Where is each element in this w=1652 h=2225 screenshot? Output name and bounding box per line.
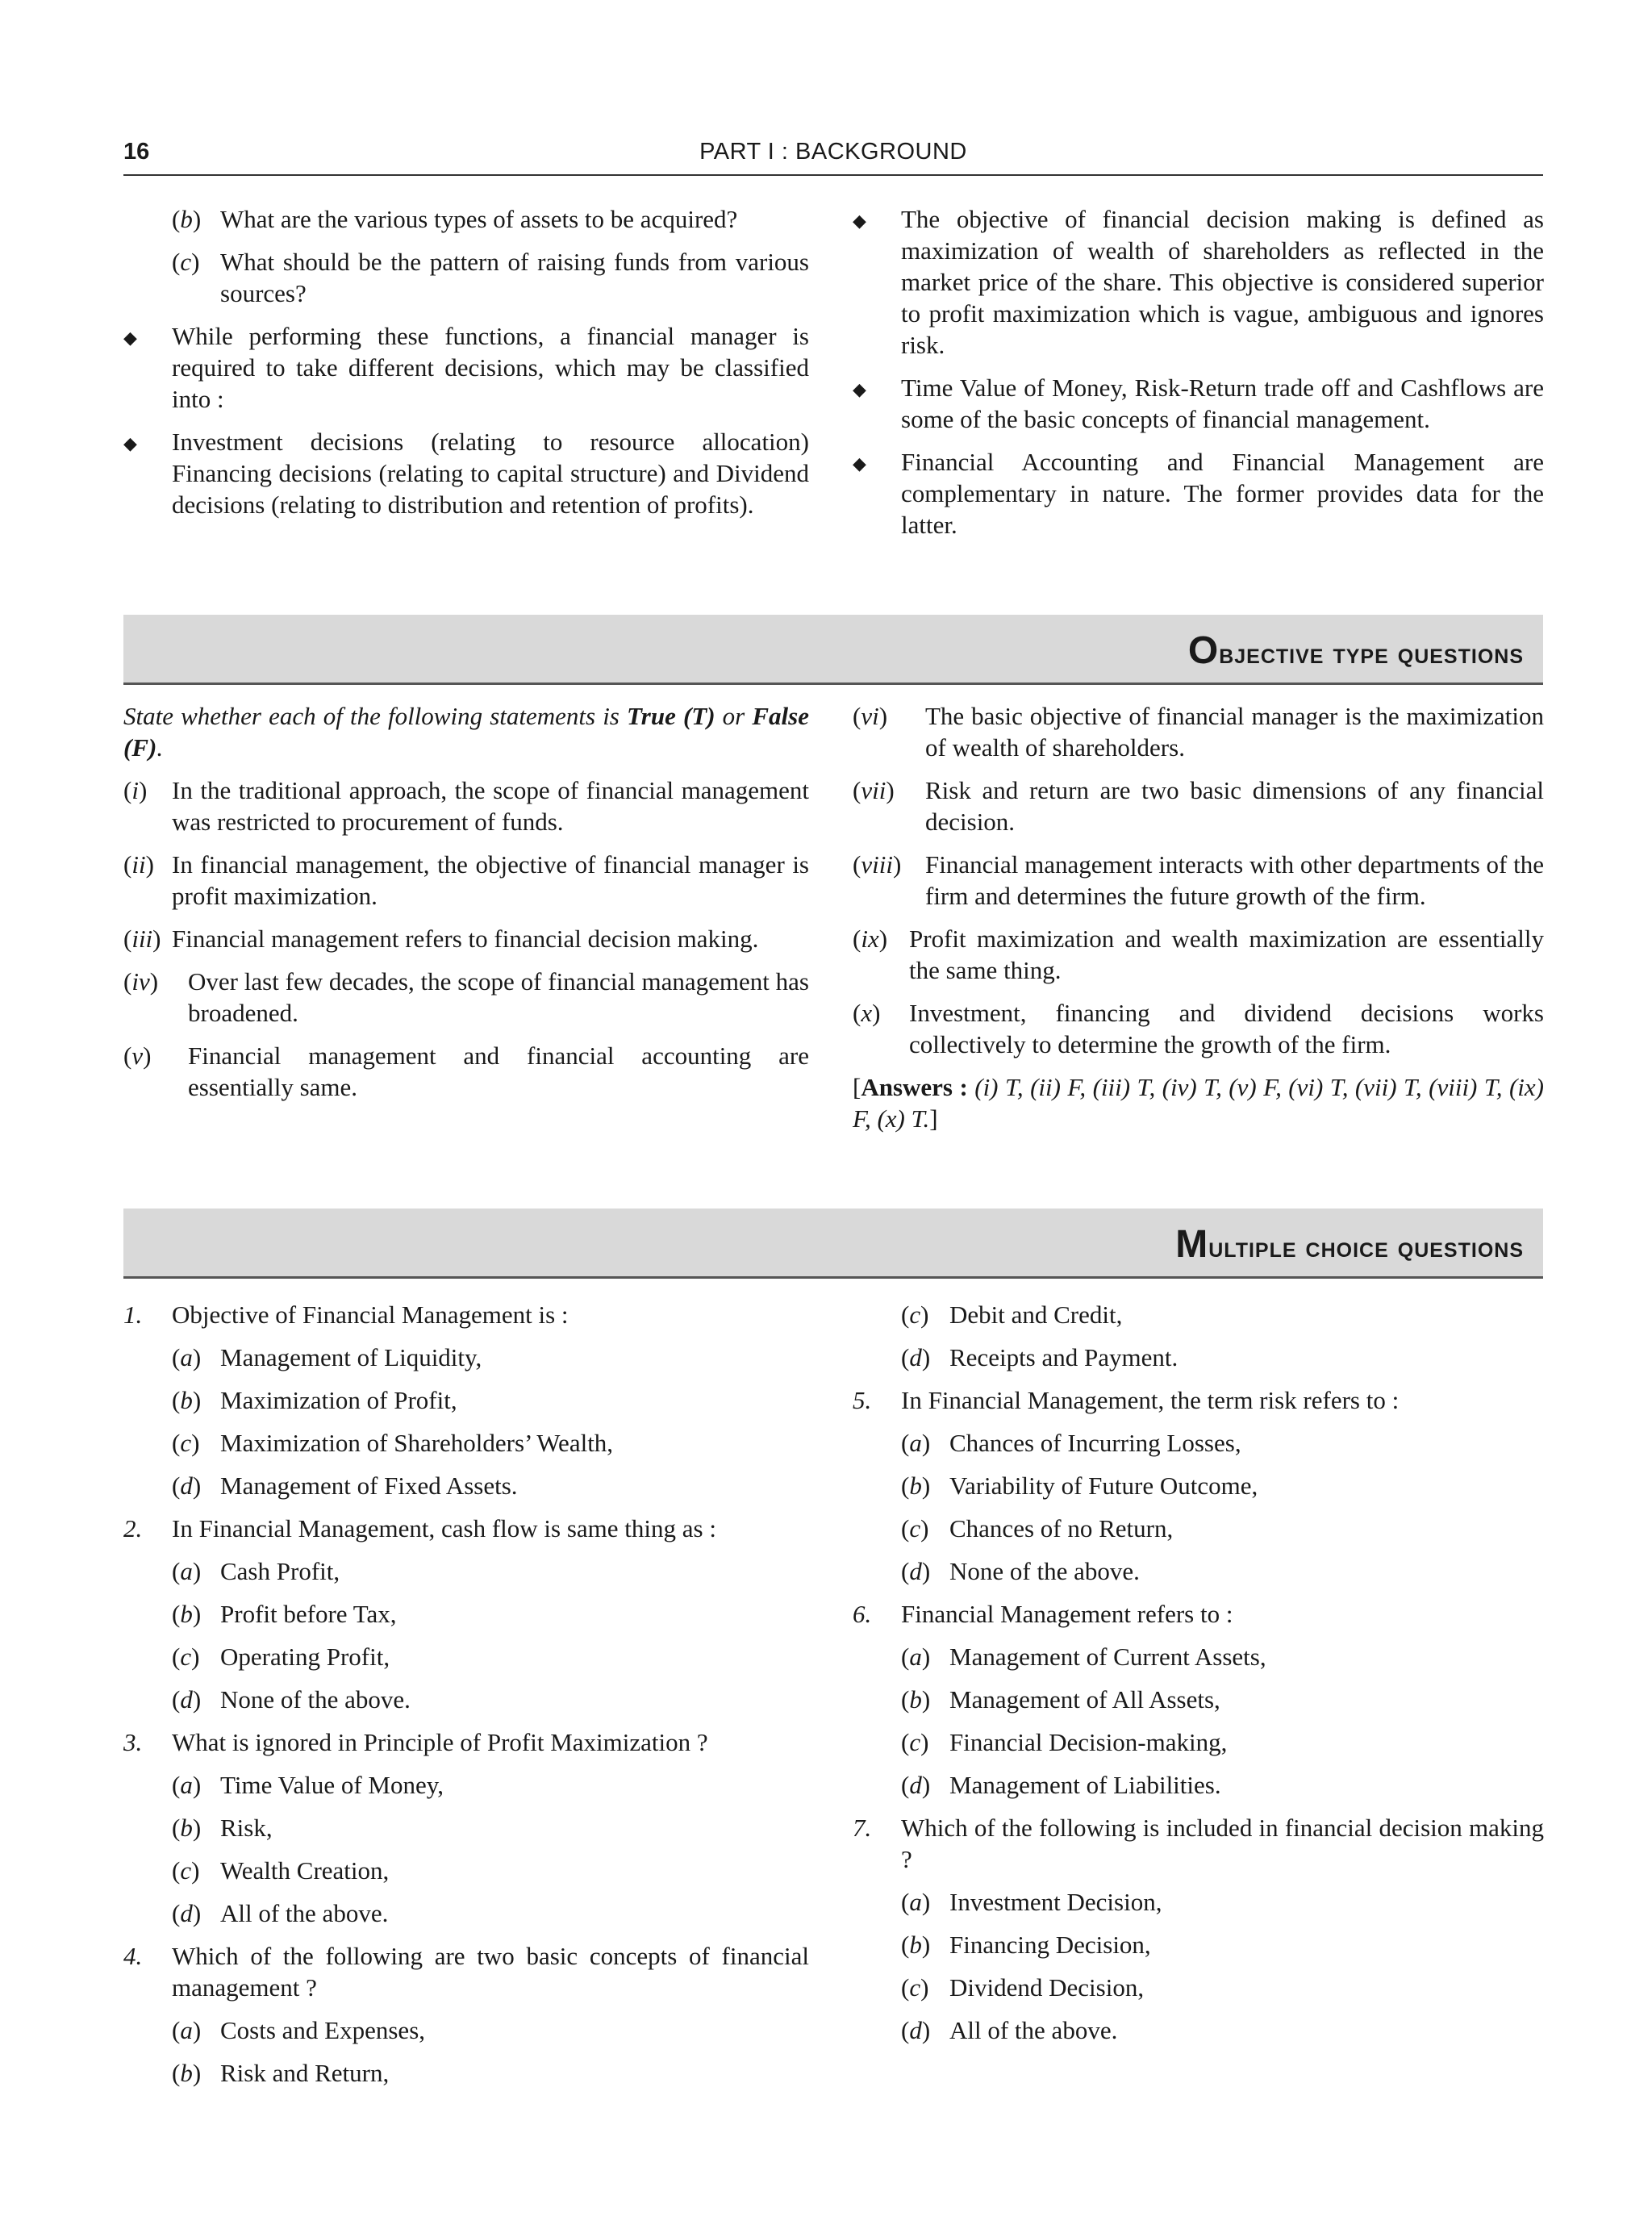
tf-statement: (iv) Over last few decades, the scope of financial management has broadened.	[123, 967, 809, 1027]
tf-statement: (viii) Financial management interacts with other departments of the firm and determines the future growth of the firm.	[853, 850, 1544, 910]
objective-right-column	[853, 700, 1544, 1134]
answer-option: (c) Operating Profit,	[172, 1643, 390, 1671]
answer-option: (b) Maximization of Profit,	[172, 1386, 457, 1414]
objective-questions-banner	[123, 615, 1543, 685]
instructions: State whether each of the following statements is True (T) or False (F).	[123, 702, 809, 762]
summary-bullet: ◆ Time Value of Money, Risk-Return trade off and Cashflows are some of the basic concepts of financial management.	[853, 374, 1544, 433]
diamond-bullet-icon: ◆	[123, 433, 137, 453]
answer-option: (c) Wealth Creation,	[172, 1856, 390, 1885]
answer-option: (a) Costs and Expenses,	[172, 2016, 426, 2044]
page-header	[123, 137, 1543, 176]
summary-left-column	[123, 203, 809, 532]
answer-option: (b) Management of All Assets,	[901, 1685, 1220, 1714]
answer-option: (b) Profit before Tax,	[172, 1600, 397, 1628]
answer-option: (d) Management of Liabilities.	[901, 1771, 1221, 1799]
answer-option: (a) Cash Profit,	[172, 1557, 340, 1585]
answer-option: (b) Financing Decision,	[901, 1931, 1151, 1959]
summary-bullet: ◆ Financial Accounting and Financial Management are complementary in nature. The former provides data for the latter.	[853, 448, 1544, 539]
answer-option: (d) All of the above.	[901, 2016, 1118, 2044]
objective-left-column	[123, 700, 809, 1114]
question: 7. Which of the following is included in financial decision making ?	[853, 1814, 1544, 1873]
question: 3. What is ignored in Principle of Profit Maximization ?	[123, 1728, 708, 1756]
answer-option: (b) Risk,	[172, 1814, 273, 1842]
answer-option: (a) Management of Liquidity,	[172, 1343, 482, 1371]
mcq-banner	[123, 1209, 1543, 1279]
summary-subitem: (b) What are the various types of assets to be acquired?	[172, 205, 738, 233]
answer-option: (d) None of the above.	[901, 1557, 1140, 1585]
answer-option: (c) Debit and Credit,	[901, 1300, 1123, 1329]
answers: [Answers : (i) T, (ii) F, (iii) T, (iv) T, (v) F, (vi) T, (vii) T, (viii) T, (ix) F, (x) T.]	[853, 1073, 1545, 1133]
answer-option: (c) Dividend Decision,	[901, 1973, 1145, 2002]
answer-option: (b) Risk and Return,	[172, 2059, 390, 2087]
summary-bullet: ◆ The objective of financial decision making is defined as maximization of wealth of shareholders as reflected in the market price of the share. This objective is considered superior to profit maximization which is vague, ambiguous and ignores risk.	[853, 205, 1544, 359]
page-number: 16	[123, 139, 150, 165]
question: 6. Financial Management refers to :	[853, 1600, 1233, 1628]
running-head: PART I : BACKGROUND	[699, 139, 967, 165]
section-heading: Objective type questions	[1187, 629, 1524, 672]
diamond-bullet-icon: ◆	[123, 328, 137, 348]
answer-option: (c) Financial Decision-making,	[901, 1728, 1228, 1756]
question: 5. In Financial Management, the term risk refers to :	[853, 1386, 1400, 1414]
answer-option: (d) Receipts and Payment.	[901, 1343, 1179, 1371]
tf-statement: (vi) The basic objective of financial manager is the maximization of wealth of shareholders.	[853, 702, 1544, 762]
tf-statement: (x) Investment, financing and dividend decisions works collectively to determine the growth of the firm.	[853, 999, 1544, 1058]
mcq-right-column	[853, 1299, 1544, 2057]
answer-option: (d) Management of Fixed Assets.	[172, 1472, 518, 1500]
summary-subitem: (c) What should be the pattern of raising funds from various sources?	[172, 248, 809, 307]
answer-option: (b) Variability of Future Outcome,	[901, 1472, 1258, 1500]
tf-statement: (vii) Risk and return are two basic dimensions of any financial decision.	[853, 776, 1544, 836]
question: 1. Objective of Financial Management is :	[123, 1300, 569, 1329]
section-heading: Multiple choice questions	[1175, 1223, 1524, 1266]
diamond-bullet-icon: ◆	[853, 379, 866, 399]
summary-right-column	[853, 203, 1544, 552]
answer-option: (a) Investment Decision,	[901, 1888, 1162, 1916]
question: 4. Which of the following are two basic concepts of financial management ?	[123, 1942, 809, 2002]
summary-bullet: ◆ Investment decisions (relating to resource allocation) Financing decisions (relating to capital structure) and Dividend decisions (relating to distribution and retention of profits).	[123, 428, 809, 519]
answer-option: (a) Chances of Incurring Losses,	[901, 1429, 1241, 1457]
tf-statement: (v) Financial management and financial accounting are essentially same.	[123, 1042, 809, 1101]
diamond-bullet-icon: ◆	[853, 453, 866, 474]
answer-option: (c) Maximization of Shareholders’ Wealth,	[172, 1429, 614, 1457]
question: 2. In Financial Management, cash flow is same thing as :	[123, 1514, 716, 1542]
answer-option: (a) Management of Current Assets,	[901, 1643, 1266, 1671]
answer-option: (a) Time Value of Money,	[172, 1771, 444, 1799]
tf-statement: (ix) Profit maximization and wealth maximization are essentially the same thing.	[853, 925, 1544, 984]
answer-option: (d) None of the above.	[172, 1685, 411, 1714]
mcq-left-column	[123, 1299, 809, 2100]
tf-statement: (i) In the traditional approach, the scope of financial management was restricted to procurement of funds.	[123, 776, 809, 836]
answer-option: (c) Chances of no Return,	[901, 1514, 1174, 1542]
answer-option: (d) All of the above.	[172, 1899, 389, 1927]
diamond-bullet-icon: ◆	[853, 211, 866, 231]
tf-statement: (iii) Financial management refers to financial decision making.	[123, 925, 759, 953]
tf-statement: (ii) In financial management, the objective of financial manager is profit maximization.	[123, 850, 809, 910]
summary-bullet: ◆ While performing these functions, a financial manager is required to take different decisions, which may be classified into :	[123, 322, 809, 413]
